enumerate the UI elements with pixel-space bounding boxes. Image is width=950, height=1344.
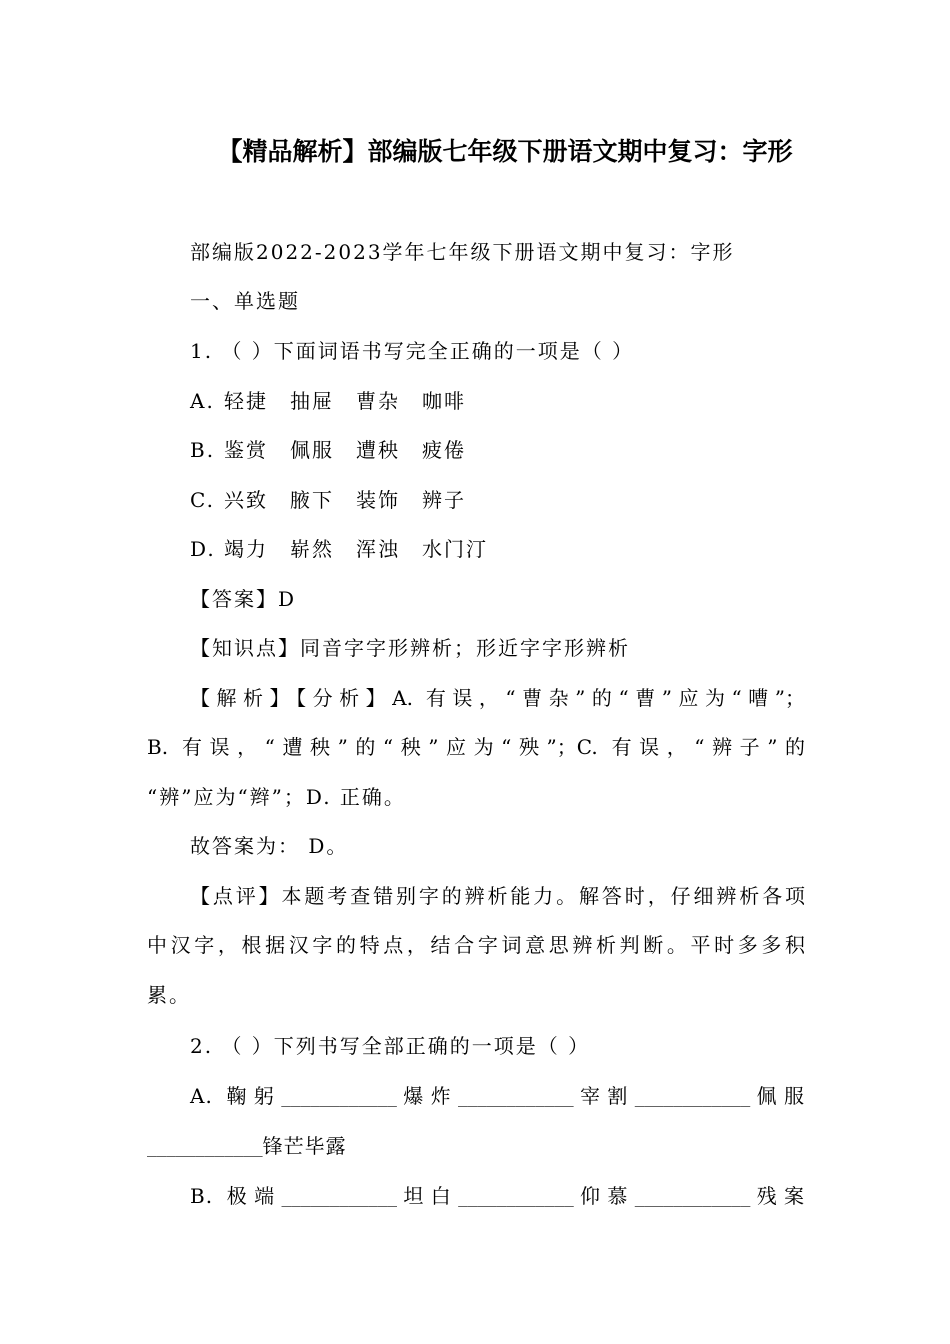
question-1-option-c <box>190 486 466 514</box>
option-word: 爆炸 <box>396 1084 458 1108</box>
option-word: 佩服 <box>290 438 334 462</box>
option-word: 极端 <box>226 1184 282 1208</box>
question-1-option-a <box>190 387 466 415</box>
question-1-stem: 1. （ ）下面词语书写完全正确的一项是（ ） <box>190 339 635 363</box>
option-letter: A. <box>190 389 215 413</box>
option-word: 遭秧 <box>356 438 400 462</box>
question-2-option-b <box>190 1182 805 1212</box>
option-word: 崭然 <box>290 537 334 561</box>
option-word: 曹杂 <box>356 389 400 413</box>
option-word: 鉴赏 <box>224 438 268 462</box>
option-word: 浑浊 <box>356 537 400 561</box>
option-word: 竭力 <box>224 537 268 561</box>
option-word: 锋芒毕露 <box>262 1134 347 1158</box>
question-1-analysis-line-1: 【解析】【分析】A. 有误，“曹杂”的“曹”应为“嘈”； <box>190 686 805 710</box>
option-word: 腋下 <box>290 488 334 512</box>
option-word: 水门汀 <box>422 537 488 561</box>
option-word: 疲倦 <box>422 438 466 462</box>
fill-blank: ____________ <box>634 1188 751 1207</box>
question-1-answer: 【答案】D <box>190 587 297 611</box>
option-word: 残案 <box>750 1184 806 1208</box>
option-word: 仰慕 <box>573 1184 635 1208</box>
question-2-stem: 2. （ ）下列书写全部正确的一项是（ ） <box>190 1034 591 1058</box>
fill-blank: ____________ <box>281 1188 398 1207</box>
option-letter: D. <box>190 537 216 561</box>
question-1-comment-line-1: 【点评】本题考查错别字的辨析能力。解答时，仔细辨析各项 <box>190 884 805 908</box>
question-1-knowledge-point: 【知识点】同音字字形辨析；形近字字形辨析 <box>190 636 630 660</box>
option-letter: A. <box>190 1084 213 1108</box>
question-1-analysis-line-3: “辨”应为“辫”；D. 正确。 <box>147 785 406 809</box>
fill-blank: ____________ <box>147 1138 263 1157</box>
section-heading: 一、单选题 <box>190 289 300 313</box>
option-word: 装饰 <box>356 488 400 512</box>
option-letter: B. <box>190 438 216 462</box>
question-1-comment-line-3: 累。 <box>147 983 191 1007</box>
question-1-analysis-line-2: B. 有误，“遭秧”的“秧”应为“殃”；C. 有误，“辨子”的 <box>147 735 805 759</box>
question-1-comment-line-2: 中汉字，根据汉字的特点，结合字词意思辨析判断。平时多多积 <box>147 933 805 957</box>
option-word: 咖啡 <box>422 389 466 413</box>
question-1-conclusion: 故答案为： D。 <box>190 834 349 858</box>
option-word: 坦白 <box>397 1184 459 1208</box>
option-letter: B. <box>190 1184 214 1208</box>
option-word: 兴致 <box>224 488 268 512</box>
option-word: 辨子 <box>422 488 466 512</box>
option-word: 佩服 <box>750 1084 806 1108</box>
option-word: 宰割 <box>573 1084 635 1108</box>
fill-blank: ____________ <box>281 1088 397 1107</box>
question-1-option-d <box>190 535 488 563</box>
fill-blank: ____________ <box>634 1088 751 1107</box>
document-title: 【精品解析】部编版七年级下册语文期中复习：字形 <box>217 137 793 166</box>
option-word: 轻捷 <box>224 389 268 413</box>
question-2-option-a-line-1 <box>190 1082 805 1112</box>
option-word: 抽屉 <box>290 389 334 413</box>
fill-blank: ____________ <box>458 1188 574 1207</box>
option-letter: C. <box>190 488 215 512</box>
question-2-option-a-line-2 <box>147 1132 347 1162</box>
option-word: 鞠躬 <box>226 1084 282 1108</box>
fill-blank: ____________ <box>458 1088 574 1107</box>
question-1-option-b <box>190 436 466 464</box>
document-subtitle: 部编版2022-2023学年七年级下册语文期中复习：字形 <box>190 240 735 264</box>
